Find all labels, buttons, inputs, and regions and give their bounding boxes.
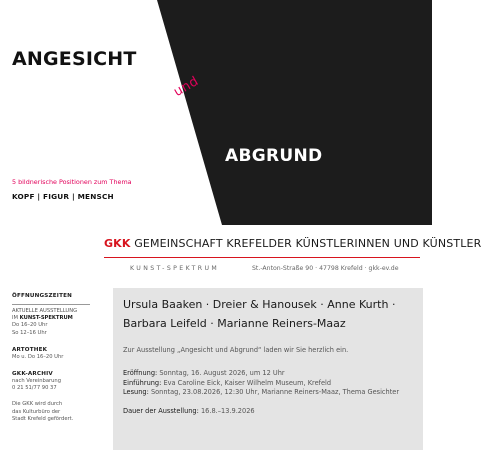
archive-note: nach Vereinbarung (12, 378, 62, 385)
org-name: GEMEINSCHAFT KREFELDER KÜNSTLERINNEN UND KÜNSTLER (134, 237, 481, 250)
funding-line: das Kulturbüro der (12, 408, 61, 415)
hero-connector: und (171, 73, 202, 100)
funding-line: Stadt Krefeld gefördert. (12, 415, 74, 422)
hero-topics: KOPF | FIGUR | MENSCH (12, 192, 114, 201)
opening-hours-sidebar (12, 292, 92, 432)
hours-divider (12, 304, 90, 305)
archive-phone: 0 21 51/77 90 37 (12, 385, 57, 392)
event-schedule (123, 369, 413, 398)
org-abbreviation: GKK (104, 237, 131, 250)
exhibition-duration: Dauer der Ausstellung: 16.8.–13.9.2026 (123, 406, 255, 415)
hero-subtitle: 5 bildnerische Positionen zum Thema (12, 178, 132, 186)
org-title (104, 237, 481, 250)
artothek-times: Mo u. Do 16–20 Uhr (12, 353, 64, 360)
current-exhibition-hours (12, 308, 92, 337)
funding-note (12, 401, 92, 423)
hero-title: ANGESICHT (12, 48, 137, 70)
hours-heading: ÖFFNUNGSZEITEN (12, 293, 72, 299)
funding-line: Die GKK wird durch (12, 401, 63, 408)
artothek-heading: ARTOTHEK (12, 346, 48, 353)
org-divider (104, 257, 420, 258)
invitation-panel (113, 288, 423, 450)
current-hours-sunday: So 12–16 Uhr (12, 329, 47, 336)
org-venue: KUNST-SPEKTRUM (130, 265, 220, 272)
opening-event: Eröffnung: Sonntag, 16. August 2026, um 12 Uhr (123, 369, 285, 377)
artist-list: Ursula Baaken · Dreier & Hanousek · Anne Kurth · Barbara Leifeld · Marianne Reiners-Maaz (123, 298, 396, 330)
artothek-hours (12, 346, 92, 361)
reading-event: Lesung: Sonntag, 23.08.2026, 12:30 Uhr, Marianne Reiners-Maaz, Thema Gesichter (123, 388, 400, 397)
hero-banner (0, 0, 432, 225)
org-address: St.-Anton-Straße 90 · 47798 Krefeld · gkk-ev.de (252, 265, 399, 272)
current-hours-thursday: Do 16–20 Uhr (12, 322, 48, 329)
hero-title-secondary: ABGRUND (225, 146, 323, 166)
introduction-event: Einführung: Eva Caroline Eick, Kaiser Wilhelm Museum, Krefeld (123, 378, 332, 387)
current-place: IM KUNST-SPEKTRUM (12, 315, 73, 322)
invitation-text: Zur Ausstellung „Angesicht und Abgrund“ laden wir Sie herzlich ein. (123, 346, 349, 354)
current-label: AKTUELLE AUSSTELLUNG (12, 308, 78, 314)
archive-heading: GKK-ARCHIV (12, 371, 53, 378)
archive-info (12, 370, 92, 392)
